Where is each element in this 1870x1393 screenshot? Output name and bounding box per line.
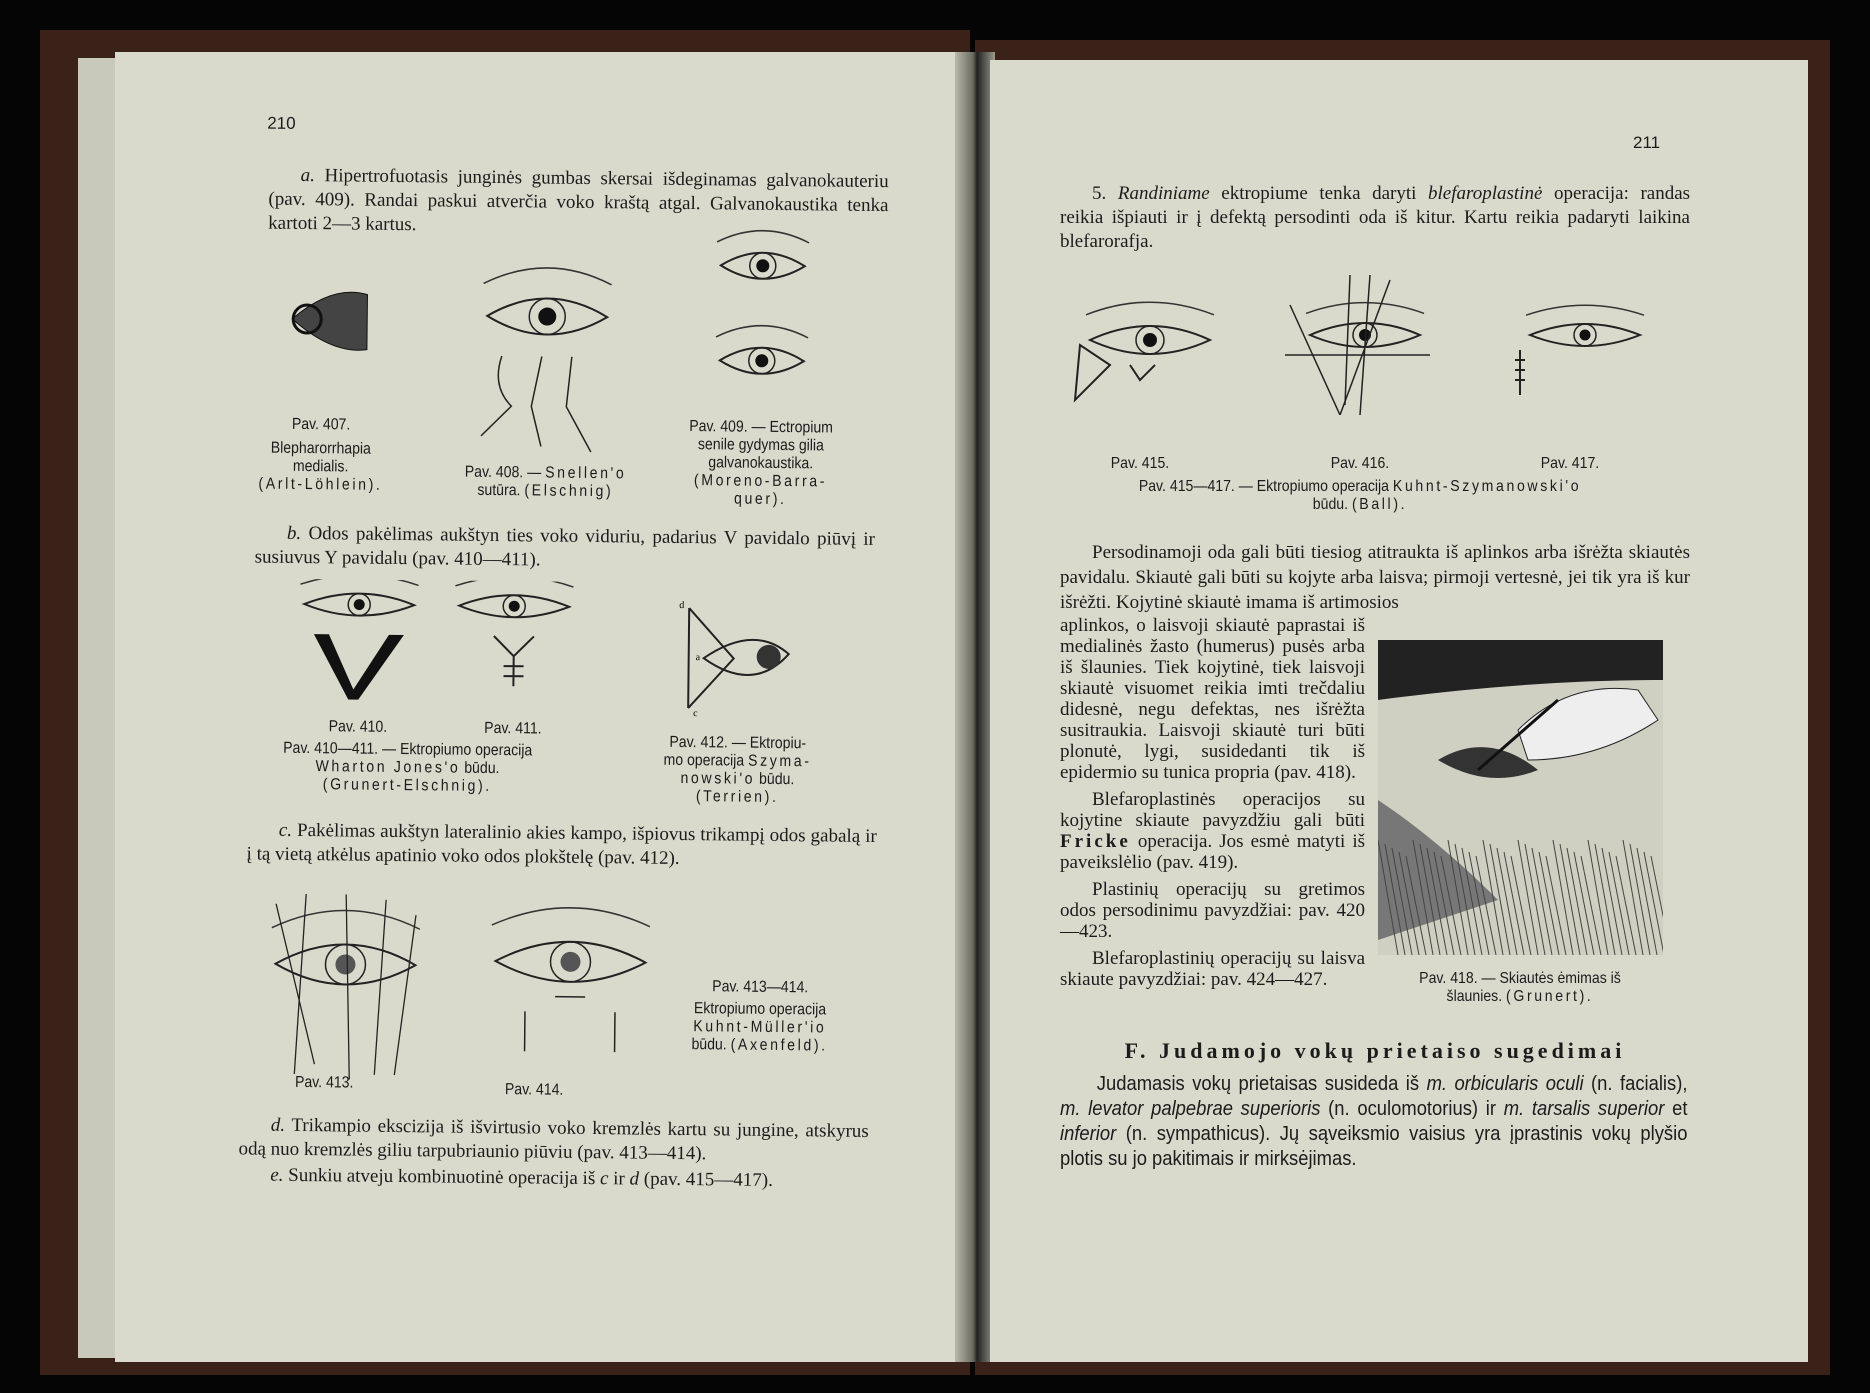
caption-line: sutūra.: [477, 481, 521, 500]
paragraph-text: Pakėlimas aukštyn lateralinio akies kampo, išpiovus trikampį odos gabalą ir į tą vietą atkėlus apatinio voko odos plokštelę (pav. 412).: [246, 819, 877, 869]
caption-line: šlaunies.: [1446, 988, 1503, 1005]
svg-text:c: c: [693, 708, 698, 720]
caption-412: [649, 734, 826, 808]
caption-source: (Arlt-Löhlein).: [258, 475, 383, 494]
caption-author: Kuhnt-Müller'io: [693, 1018, 827, 1037]
caption-408: [457, 464, 633, 502]
caption-line: medialis.: [292, 457, 349, 476]
caption-line: Pav. 412. — Ektropiu-: [669, 733, 807, 753]
caption-author: Wharton Jones'o: [315, 758, 461, 777]
italic-term: c: [599, 1168, 609, 1190]
caption-line: Pav. 413—414.: [712, 978, 809, 997]
paragraph-text: Judamasis vokų prietaisas susideda iš: [1096, 1073, 1420, 1095]
caption-417: Pav. 417.: [1540, 455, 1600, 472]
caption-line: būdu.: [464, 759, 500, 778]
caption-407: [250, 415, 392, 494]
caption-line: senile gydymas gilia: [697, 436, 825, 455]
paragraph-text: ektropiume tenka daryti: [1221, 183, 1417, 204]
item-label: d.: [270, 1114, 286, 1136]
caption-author: Szyma-: [747, 752, 812, 771]
left-page: [115, 52, 963, 1362]
caption-line: būdu.: [759, 770, 795, 789]
italic-term: blefaroplastinė: [1428, 183, 1543, 204]
item-label: e.: [270, 1164, 284, 1186]
paragraph-text: Trikampio ekscizija iš išvirtusio voko kremzlės kartu su jungine, atskyrus odą nuo kremzlės giliu tarpubriaunio piūviu (pav. 413—414).: [238, 1114, 869, 1165]
italic-term: m. orbicularis oculi: [1426, 1073, 1584, 1095]
figure-407: [272, 264, 383, 375]
figure-409a: [707, 223, 818, 304]
caption-line: Pav. 418. — Skiautės ėmimas iš: [1419, 970, 1621, 987]
figure-410: [293, 579, 424, 710]
paragraph-e: [238, 1163, 868, 1194]
paragraph-text: operacija. Jos esmė matyti iš paveikslėlio (pav. 419).: [1060, 831, 1365, 873]
paragraph-text: Hipertrofuotasis junginės gumbas skersai išdeginamas galvanokauteriu (pav. 409). Randai paskui atverčia voko kraštą atgal. Galvanokaustika tenka kartoti 2—3 kartus.: [268, 165, 889, 236]
caption-413: Pav. 413.: [294, 1073, 354, 1092]
caption-source: quer).: [733, 490, 787, 509]
caption-line: būdu.: [1312, 496, 1349, 513]
caption-418: [1388, 970, 1652, 1006]
paragraph-text: (n. sympathicus). Jų sąveiksmio vaisius yra įprastinis vokų plyšio plotis su jo pakitimais ir mirksėjimas.: [1060, 1123, 1688, 1170]
paragraph-text: Sunkiu atveju kombinuotinė operacija iš: [288, 1164, 596, 1190]
paragraph-fricke: [1060, 789, 1365, 873]
caption-410-411: [275, 740, 540, 797]
paragraph-plastiniu: Plastinių operacijų su gretimos odos persodinimu pavyzdžiai: pav. 420—423.: [1060, 879, 1365, 942]
italic-term: Randiniame: [1117, 183, 1210, 204]
paragraph-text: Blefaroplastinės operacijos su kojytine skiaute pavyzdžiu gali būti: [1060, 789, 1365, 831]
section-heading: F. Judamojo vokų prietaiso sugedimai: [1124, 1038, 1626, 1063]
caption-author: Kuhnt-Szymanowski'o: [1392, 478, 1582, 495]
paragraph-text: et: [1672, 1098, 1688, 1120]
book-gutter: [955, 52, 995, 1362]
figure-417: [1515, 285, 1650, 395]
caption-line: Blepharorrhapia: [270, 439, 372, 458]
caption-line: Pav. 409. — Ectropium: [689, 418, 834, 437]
page-number: 210: [267, 113, 296, 133]
paragraph-text: (n. facialis),: [1591, 1073, 1688, 1095]
caption-414: Pav. 414.: [504, 1081, 564, 1099]
caption-source: (Axenfeld).: [730, 1036, 828, 1055]
figure-408: [471, 256, 623, 458]
caption-author: nowski'o: [680, 769, 756, 788]
caption-source: (Grunert-Elschnig).: [322, 776, 492, 795]
caption-411: Pav. 411.: [484, 719, 542, 738]
paragraph-f: [1060, 1072, 1687, 1172]
caption-413-414: [685, 978, 835, 1056]
paragraph-text: (pav. 415—417).: [643, 1168, 774, 1191]
italic-term: inferior: [1060, 1123, 1117, 1145]
caption-source: (Grunert).: [1506, 988, 1594, 1005]
figure-414: [485, 901, 657, 1053]
caption-409: [677, 418, 845, 510]
caption-415: Pav. 415.: [1110, 455, 1170, 472]
caption-source: (Ball).: [1351, 496, 1408, 513]
paragraph-text: ir: [613, 1168, 625, 1190]
item-label: a.: [300, 164, 316, 187]
italic-term: d: [629, 1168, 640, 1190]
paragraph-persodinamoji: Persodinamoji oda gali būti tiesiog atitraukta iš aplinkos arba išrėžta skiautės pavidalu. Skiautė gali būti su kojyte arba laisva; pirmoji vertesnė, jei tik yra iš kur išrėžti. Kojytinė skiautė imama iš artimosios: [1060, 542, 1690, 613]
author-name: Fricke: [1060, 831, 1131, 852]
italic-term: m. tarsalis superior: [1503, 1098, 1665, 1120]
caption-line: galvanokaustika.: [708, 454, 814, 473]
paragraph-5: [1060, 182, 1690, 254]
figure-412: [673, 598, 794, 719]
caption-410: Pav. 410.: [328, 718, 388, 736]
figure-413: [254, 884, 436, 1086]
right-page: [990, 60, 1808, 1362]
paragraph-d: [238, 1113, 868, 1168]
narrow-column: [1060, 615, 1365, 990]
caption-number: Pav. 408. —: [464, 463, 542, 482]
paragraph-text: operacija: randas reikia išpiauti ir į defektą persodinti oda iš kitur. Kartu reikia padaryti laikina blefarorafja.: [1060, 183, 1691, 252]
figure-416: [1280, 275, 1440, 415]
figure-411: [448, 581, 579, 692]
figure-418-skin-graft-illustration: [1378, 640, 1663, 955]
caption-415-417: [1105, 478, 1615, 514]
paragraph-persodinamoji-cont: aplinkos, o laisvoji skiautė paprastai iš medialinės žasto (humerus) pusės arba iš šlaunies. Tiek kojytinė, tiek laisvoji skiautė visuomet reikia imti trečdaliu didesnė, negu defektas, nes išrėžta susitraukia. Laisvoji skiautė turi būti plonutė, lygi, susidedanti tik iš epidermio su tunica propria (pav. 418).: [1060, 615, 1365, 783]
caption-line: mo operacija: [663, 751, 745, 770]
caption-source: (Moreno-Barra-: [693, 472, 828, 491]
svg-text:a: a: [695, 652, 701, 664]
item-label: c.: [278, 819, 293, 841]
figure-409b: [706, 318, 817, 399]
caption-number: Pav. 407.: [291, 415, 351, 434]
paragraph-blefaroplastiniu: Blefaroplastinių operacijų su laisva skiaute pavyzdžiai: pav. 424—427.: [1060, 948, 1365, 990]
caption-source: (Terrien).: [695, 788, 779, 806]
caption-line: Pav. 410—411. — Ektropiumo operacija: [283, 739, 533, 760]
caption-author: Snellen'o: [545, 464, 627, 483]
caption-line: Pav. 415—417. — Ektropiumo operacija: [1138, 478, 1390, 495]
paragraph-text: Odos pakėlimas aukštyn ties voko viduriu, padarius V pavidalo piūvį ir susiuvus Y pavidalu (pav. 410—411).: [254, 523, 876, 571]
caption-source: (Elschnig): [524, 482, 614, 501]
page-number: 211: [1633, 133, 1661, 152]
italic-term: m. levator palpebrae superioris: [1060, 1098, 1321, 1120]
caption-line: būdu.: [691, 1036, 727, 1054]
item-label: b.: [286, 522, 302, 544]
paragraph-c: [246, 818, 876, 873]
paragraph-b: [255, 521, 875, 575]
figure-415: [1070, 285, 1215, 410]
paragraph-text: (n. oculomotorius) ir: [1328, 1098, 1496, 1120]
item-label: 5.: [1092, 183, 1107, 204]
svg-text:d: d: [679, 599, 685, 611]
caption-line: Ektropiumo operacija: [693, 1000, 827, 1019]
caption-416: Pav. 416.: [1330, 455, 1390, 472]
